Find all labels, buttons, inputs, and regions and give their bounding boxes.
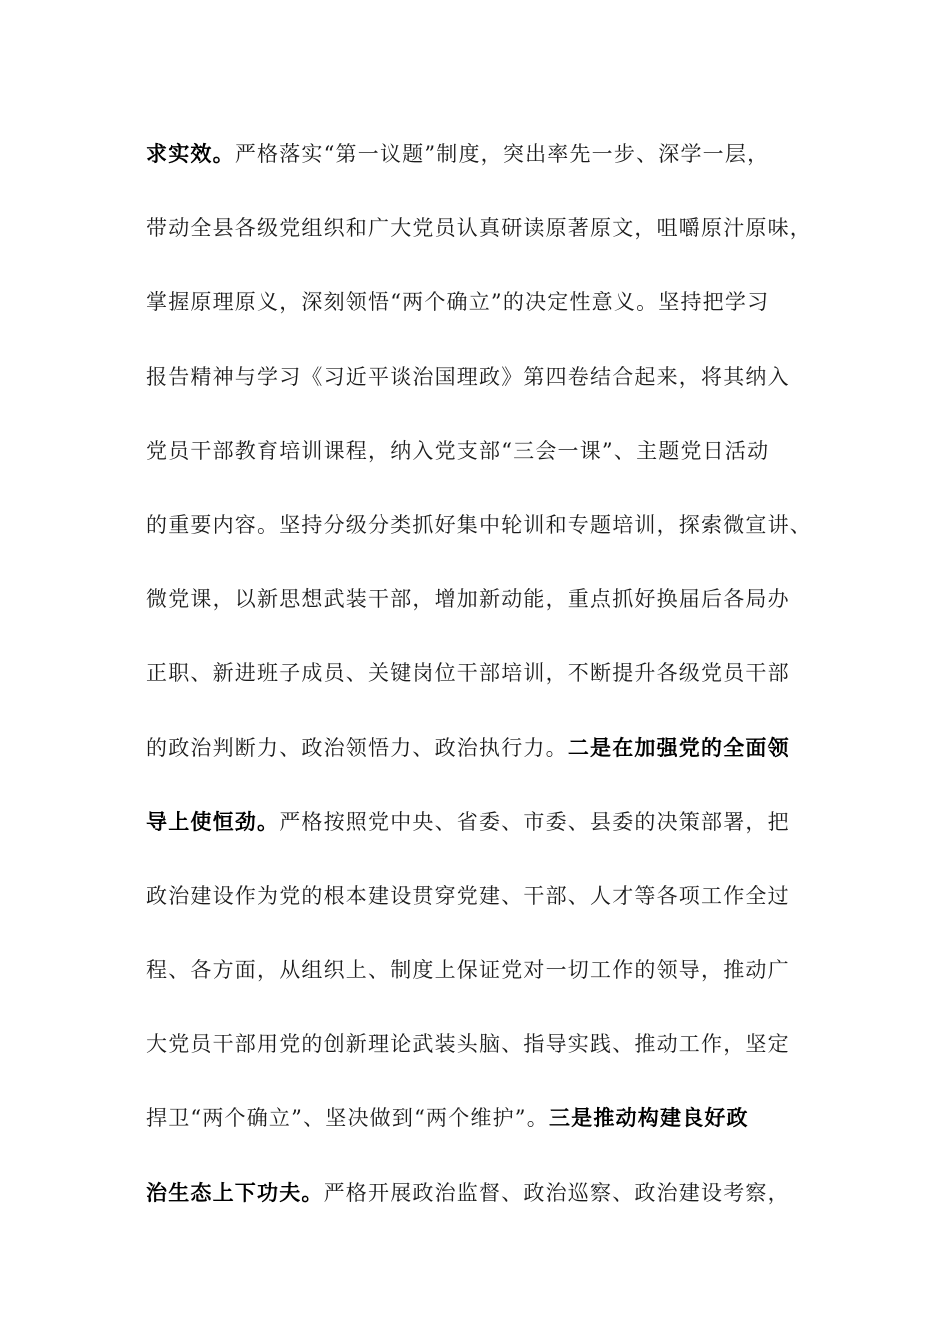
body-text-segment: 大党员干部用党的创新理论武装头脑、指导实践、推动工作，坚定 — [146, 1032, 790, 1057]
body-text-segment: 微党课，以新思想武装干部，增加新动能，重点抓好换届后各局办 — [146, 587, 790, 612]
body-text-segment: 政治建设作为党的根本建设贯穿党建、干部、人才等各项工作全过 — [146, 883, 790, 908]
text-line — [146, 950, 836, 1024]
text-line — [146, 1024, 836, 1098]
text-line — [146, 505, 836, 579]
body-text-segment: 掌握原理原义，深刻领悟“两个确立”的决定性意义。坚持把学习 — [146, 290, 770, 315]
text-line — [146, 431, 836, 505]
text-line — [146, 579, 836, 653]
bold-heading-segment: 求实效。 — [146, 141, 235, 166]
body-text-segment: 捍卫“两个确立”、坚决做到“两个维护”。 — [146, 1106, 549, 1131]
text-line — [146, 653, 836, 727]
body-text-segment: 带动全县各级党组织和广大党员认真研读原著原文，咀嚼原汁原味， — [146, 216, 812, 241]
text-line — [146, 357, 836, 431]
bold-heading-segment: 导上使恒劲。 — [146, 808, 280, 834]
body-text-segment: 正职、新进班子成员、关键岗位干部培训，不断提升各级党员干部 — [146, 661, 790, 686]
text-line — [146, 1173, 836, 1247]
body-text-segment: 党员干部教育培训课程，纳入党支部“三会一课”、主题党日活动 — [146, 438, 770, 463]
text-line — [146, 208, 836, 282]
text-line — [146, 802, 836, 876]
text-line — [146, 282, 836, 356]
body-text-segment: 程、各方面，从组织上、制度上保证党对一切工作的领导，推动广 — [146, 958, 790, 983]
bold-heading-segment: 治生态上下功夫。 — [146, 1179, 324, 1205]
body-text-segment: 严格落实“第一议题”制度，突出率先一步、深学一层， — [234, 142, 770, 166]
body-text-segment: 严格开展政治监督、政治巡察、政治建设考察， — [323, 1180, 790, 1205]
text-line — [146, 876, 836, 950]
body-text — [146, 134, 836, 1247]
bold-heading-segment: 二是在加强党的全面领 — [567, 734, 790, 760]
text-line — [146, 728, 836, 802]
text-line — [146, 1098, 836, 1172]
body-text-segment: 的重要内容。坚持分级分类抓好集中轮训和专题培训，探索微宣讲、 — [146, 512, 812, 537]
body-text-segment: 报告精神与学习《习近平谈治国理政》第四卷结合起来，将其纳入 — [146, 364, 790, 389]
bold-heading-segment: 三是推动构建良好政 — [548, 1105, 749, 1131]
text-line — [146, 134, 836, 208]
body-text-segment: 的政治判断力、政治领悟力、政治执行力。 — [146, 735, 568, 760]
body-text-segment: 严格按照党中央、省委、市委、县委的决策部署，把 — [279, 809, 790, 834]
